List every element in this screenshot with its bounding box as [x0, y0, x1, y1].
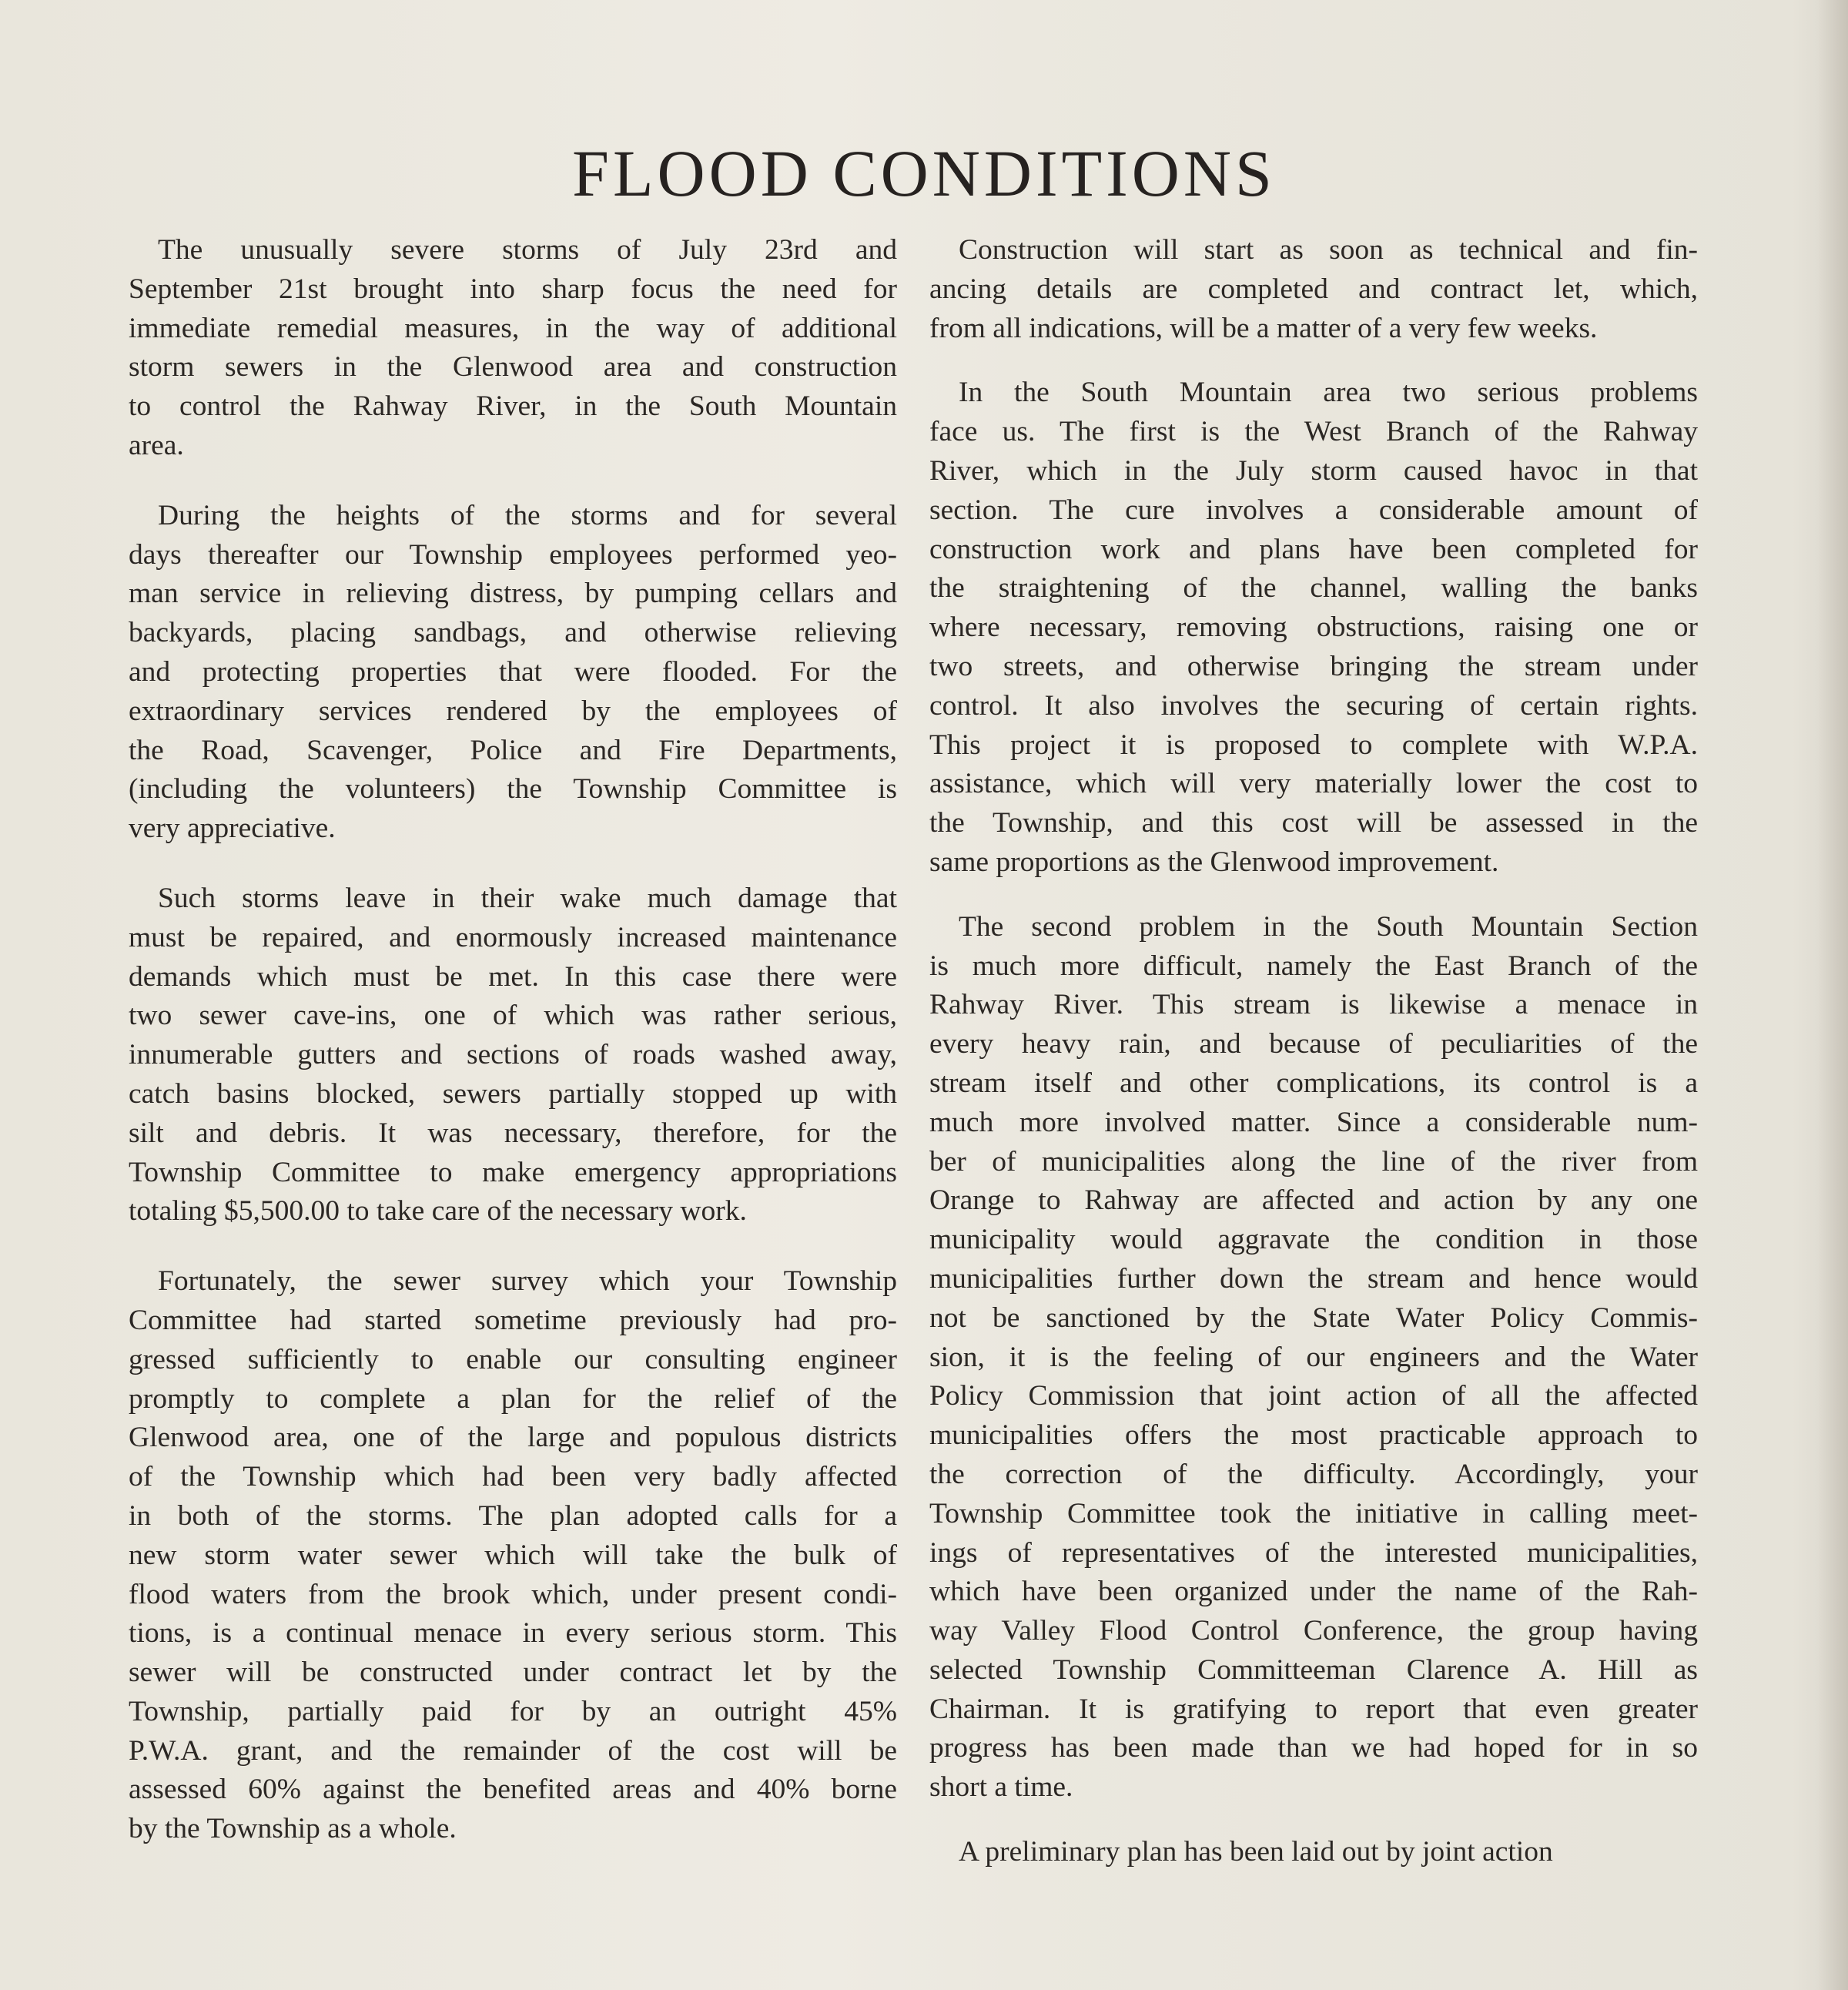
text-line: which have been organized under the name of the Rah-: [929, 1576, 1698, 1608]
text-line: assessed 60% against the benefited areas and 40% borne: [129, 1774, 897, 1806]
text-line: not be sanctioned by the State Water Policy Commis-: [929, 1302, 1698, 1334]
text-line: man service in relieving distress, by pumping cellars and: [129, 578, 897, 610]
text-line: extraordinary services rendered by the employees of: [129, 695, 897, 727]
text-line: Committee had started sometime previously had pro-: [129, 1304, 897, 1336]
text-line: Township, partially paid for by an outright 45%: [129, 1695, 897, 1727]
text-line: the Road, Scavenger, Police and Fire Departments,: [129, 734, 897, 766]
text-line: Chairman. It is gratifying to report that even greater: [929, 1693, 1698, 1725]
left-column: [129, 231, 897, 1880]
text-line: is much more difficult, namely the East Branch of the: [929, 950, 1698, 982]
text-line: totaling $5,500.00 to take care of the necessary work.: [129, 1195, 747, 1228]
text-line: A preliminary plan has been laid out by joint action: [959, 1836, 1553, 1868]
text-line: days thereafter our Township employees performed yeo-: [129, 538, 897, 571]
text-line: by the Township as a whole.: [129, 1813, 457, 1845]
text-line: Construction will start as soon as technical and fin-: [959, 234, 1698, 266]
text-line: demands which must be met. In this case there were: [129, 960, 897, 993]
paragraph: [929, 908, 1698, 1807]
text-line: two sewer cave-ins, one of which was rather serious,: [129, 1000, 897, 1032]
text-line: where necessary, removing obstructions, raising one or: [929, 611, 1698, 644]
text-line: every heavy rain, and because of peculiarities of the: [929, 1028, 1698, 1060]
text-line: control. It also involves the securing of certain rights.: [929, 689, 1698, 722]
text-line: assistance, which will very materially lower the cost to: [929, 768, 1698, 800]
text-line: very appreciative.: [129, 812, 336, 845]
paragraph: [929, 231, 1698, 348]
text-line: area.: [129, 429, 184, 461]
text-line: Such storms leave in their wake much damage that: [158, 882, 897, 914]
text-line: ancing details are completed and contract let, which,: [929, 273, 1698, 305]
text-line: During the heights of the storms and for several: [158, 499, 897, 531]
text-line: sewer will be constructed under contract let by the: [129, 1657, 897, 1689]
text-line: much more involved matter. Since a considerable num-: [929, 1106, 1698, 1138]
text-line: immediate remedial measures, in the way of additional: [129, 312, 897, 344]
text-line: This project it is proposed to complete with W.P.A.: [929, 729, 1698, 761]
paragraph: [929, 1833, 1698, 1872]
text-line: The unusually severe storms of July 23rd and: [158, 234, 897, 266]
text-line: must be repaired, and enormously increased maintenance: [129, 921, 897, 953]
text-line: Township Committee to make emergency appropriations: [129, 1156, 897, 1188]
text-line: innumerable gutters and sections of roads washed away,: [129, 1039, 897, 1071]
text-line: In the South Mountain area two serious problems: [959, 377, 1698, 409]
paragraph: [129, 231, 897, 466]
text-line: Glenwood area, one of the large and populous districts: [129, 1422, 897, 1454]
text-line: Policy Commission that joint action of all the affected: [929, 1380, 1698, 1412]
text-line: Orange to Rahway are affected and action by any one: [929, 1184, 1698, 1217]
page-title: FLOOD CONDITIONS: [572, 136, 1276, 210]
text-line: gressed sufficiently to enable our consulting engineer: [129, 1343, 897, 1375]
text-line: way Valley Flood Control Conference, the group having: [929, 1615, 1698, 1647]
text-line: storm sewers in the Glenwood area and construction: [129, 351, 897, 384]
text-line: silt and debris. It was necessary, therefore, for the: [129, 1117, 897, 1149]
text-line: progress has been made than we had hoped for in so: [929, 1732, 1698, 1764]
text-line: municipalities offers the most practicable approach to: [929, 1419, 1698, 1452]
text-line: ber of municipalities along the line of the river from: [929, 1145, 1698, 1178]
right-column: [929, 231, 1698, 1898]
text-line: the Township, and this cost will be assessed in the: [929, 807, 1698, 839]
paragraph: [129, 879, 897, 1231]
paragraph: [129, 1262, 897, 1849]
paragraph: [929, 374, 1698, 882]
text-line: catch basins blocked, sewers partially stopped up with: [129, 1077, 897, 1110]
text-line: face us. The first is the West Branch of the Rahway: [929, 416, 1698, 448]
page-edge-shadow: [1817, 0, 1848, 1990]
text-line: section. The cure involves a considerable amount of: [929, 494, 1698, 526]
paragraph: [129, 497, 897, 849]
text-line: The second problem in the South Mountain Section: [959, 910, 1698, 943]
text-line: P.W.A. grant, and the remainder of the cost will be: [129, 1734, 897, 1767]
text-line: same proportions as the Glenwood improvement.: [929, 846, 1499, 878]
text-line: construction work and plans have been completed for: [929, 533, 1698, 565]
text-line: Rahway River. This stream is likewise a menace in: [929, 989, 1698, 1021]
text-line: selected Township Committeeman Clarence A. Hill as: [929, 1653, 1698, 1686]
text-line: to control the Rahway River, in the South Mountain: [129, 390, 897, 423]
text-line: Township Committee took the initiative in calling meet-: [929, 1497, 1698, 1529]
text-line: sion, it is the feeling of our engineers and the Water: [929, 1341, 1698, 1373]
text-line: two streets, and otherwise bringing the stream under: [929, 650, 1698, 682]
text-line: stream itself and other complications, its control is a: [929, 1067, 1698, 1099]
text-line: September 21st brought into sharp focus the need for: [129, 273, 897, 305]
text-line: (including the volunteers) the Township Committee is: [129, 773, 897, 806]
text-line: backyards, placing sandbags, and otherwise relieving: [129, 617, 897, 649]
text-line: River, which in the July storm caused havoc in that: [929, 454, 1698, 487]
text-line: and protecting properties that were flooded. For the: [129, 655, 897, 688]
text-line: tions, is a continual menace in every serious storm. This: [129, 1617, 897, 1650]
text-line: of the Township which had been very badly affected: [129, 1461, 897, 1493]
text-line: promptly to complete a plan for the relief of the: [129, 1382, 897, 1415]
text-line: Fortunately, the sewer survey which your Township: [158, 1265, 897, 1298]
text-line: from all indications, will be a matter of a very few weeks.: [929, 312, 1598, 344]
text-line: new storm water sewer which will take the bulk of: [129, 1539, 897, 1571]
text-line: short a time.: [929, 1771, 1073, 1804]
text-line: ings of representatives of the interested municipalities,: [929, 1536, 1698, 1569]
text-line: the correction of the difficulty. Accordingly, your: [929, 1458, 1698, 1490]
text-line: municipality would aggravate the condition in those: [929, 1224, 1698, 1256]
text-line: municipalities further down the stream and hence would: [929, 1262, 1698, 1295]
text-line: the straightening of the channel, walling the banks: [929, 572, 1698, 605]
text-line: in both of the storms. The plan adopted calls for a: [129, 1499, 897, 1532]
text-line: flood waters from the brook which, under present condi-: [129, 1578, 897, 1610]
